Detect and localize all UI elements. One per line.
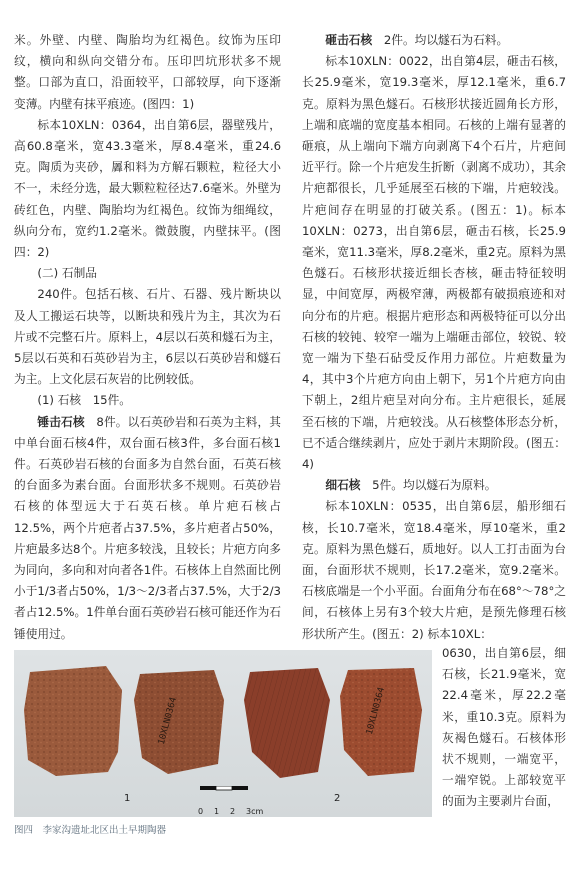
- figure-caption: 图四 李家沟遗址北区出土早期陶器: [14, 825, 167, 836]
- scale-bar: [198, 780, 280, 817]
- scale-bar-graphic: [200, 786, 264, 794]
- term-hammer-core: 锤击石核: [37, 414, 85, 429]
- section-heading: (二) 石制品: [37, 266, 97, 281]
- sherd-1-exterior: [24, 666, 122, 776]
- paragraph: [302, 30, 566, 51]
- paragraph-text: 5件。均以燧石为原料。: [360, 478, 497, 493]
- paragraph: 240件。包括石核、石片、石器、残片断块以及人工搬运石块等，以断块和残片为主，其次为石片或不完整石片。原料上，4层以石英和燧石为主，5层以石英和石英砂岩为主，6层以石英砂岩和燧石为主。上文化层石灰岩的比例较低。: [14, 287, 281, 387]
- paragraph-text: 2件。均以燧石为石料。: [372, 33, 509, 47]
- paragraph: 标本10XLN：0535，出自第6层，船形细石核，长10.7毫米，宽18.4毫米，厚10毫米，重2克。原料为黑色燧石，质地好。以人工打击面为台面，台面形状不规则，长17.2毫米，宽9.2毫米。石核底端是一个小平面。台面角分布在68°～78°之间，石核体上另有3个较大片疤，是预先修理石核形状所产生。(图五：2) 标本10XL：: [302, 499, 566, 641]
- right-column: [302, 30, 566, 645]
- scale-tick: 2: [230, 807, 236, 817]
- specimen-stamp: 10XLN0364: [156, 696, 180, 746]
- left-column: [14, 30, 281, 645]
- paragraph-text: 8件。以石英砂岩和石英为主料，其中单台面石核4件，双台面石核3件，多台面石核1件。石英砂岩石核的台面多为自然台面，石英石核的台面多为素台面。台面形状多不规则。石英砂岩石核的体型远大于石英石核。单片疤石核占12.5%，两个片疤者占37.5%，多片疤者占50%，片疤最多达8个。片疤多较浅，且较长；片疤方向多为同向，多向和对向者各1件。石核体上自然面比例小于1/3者占50%，1/3～2/3者占37.5%，大于2/3者占12.5%。1件单台面石英砂岩石核可能还作为石锤使用过。: [14, 414, 281, 641]
- figure-label-2: 2: [334, 793, 341, 804]
- specimen-stamp: 10XLN0364: [364, 686, 388, 736]
- paragraph: [302, 475, 566, 496]
- paragraph: [14, 412, 281, 645]
- wrap-column: [442, 643, 566, 813]
- paragraph: 米。外壁、内壁、陶胎均为红褐色。纹饰为压印纹，横向和纵向交错分布。压印凹坑形状多不规整。口部为直口，沿面较平，口部较厚，向下逐渐变薄。内壁有抹平痕迹。(图四：1): [14, 33, 281, 111]
- figure-pottery-photo: [14, 650, 432, 817]
- subsection-heading: (1) 石核 15件。: [37, 393, 131, 408]
- sherd-2-exterior: [244, 668, 330, 778]
- paragraph: 标本10XLN：0364，出自第6层，器壁残片，高60.8毫米，宽43.3毫米，厚8.4毫米，重24.6克。陶质为夹砂，羼和料为方解石颗粒，粒径大小不一，未经分选，最大颗粒粒径达7.6毫米。外壁为砖红色，内壁、陶胎均为红褐色。纹饰为细绳纹，纵向分布，宽约1.2毫米。微鼓腹，内壁抹平。(图四：2): [14, 117, 281, 260]
- paragraph: 标本10XLN：0022，出自第4层，砸击石核，长25.9毫米，宽19.3毫米，厚12.1毫米，重6.7克。原料为黑色燧石。石核形状接近圆角长方形，上端和底端的宽度基本相同。石核的上端有显著的砸痕，从上端向下端方向剥离下4个石片，片疤间近平行。除一个片疤发生折断（剥离不成功），其余片疤都很长，几乎延展至石核的下端，片疤较浅。片疤间存在明显的打破关系。(图五：1)。标本10XLN：0273，出自第6层，砸击石核，长25.9毫米，宽11.3毫米，厚8.2毫米，重2克。原料为黑色燧石。石核形状接近细长杏核，砸击特征较明显，中间宽厚，两极窄薄，两极都有破损痕迹和对向分布的片疤。根据片疤形态和两极特征可以分出石核的较钝、较窄一端为上端砸击部位，较锐、较宽一端为下垫石砧受反作用力部位。片疤数量为4，其中3个片疤方向由上朝下，另1个片疤方向由下朝上，2组片疤呈对向分布。主片疤很长，延展至石核的下端，片疤较浅。从石核整体形态分析，已不适合继续剥片，应处于剥片末期阶段。(图五：4): [302, 54, 566, 472]
- scale-tick: 0: [198, 807, 204, 817]
- scale-tick: 3cm: [246, 807, 264, 817]
- paragraph: 0630，出自第6层，细石核，长21.9毫米，宽22.4毫米，厚22.2毫米，重10.3克。原料为灰褐色燧石。石核体形状不规则，一端宽平，一端窄锐。上部较宽平的面为主要剥片台面，: [442, 646, 566, 809]
- scale-tick: 1: [214, 807, 220, 817]
- term-microblade-core: 细石核: [325, 478, 361, 493]
- term-anvil-core: 砸击石核: [325, 33, 373, 47]
- figure-label-1: 1: [124, 793, 131, 804]
